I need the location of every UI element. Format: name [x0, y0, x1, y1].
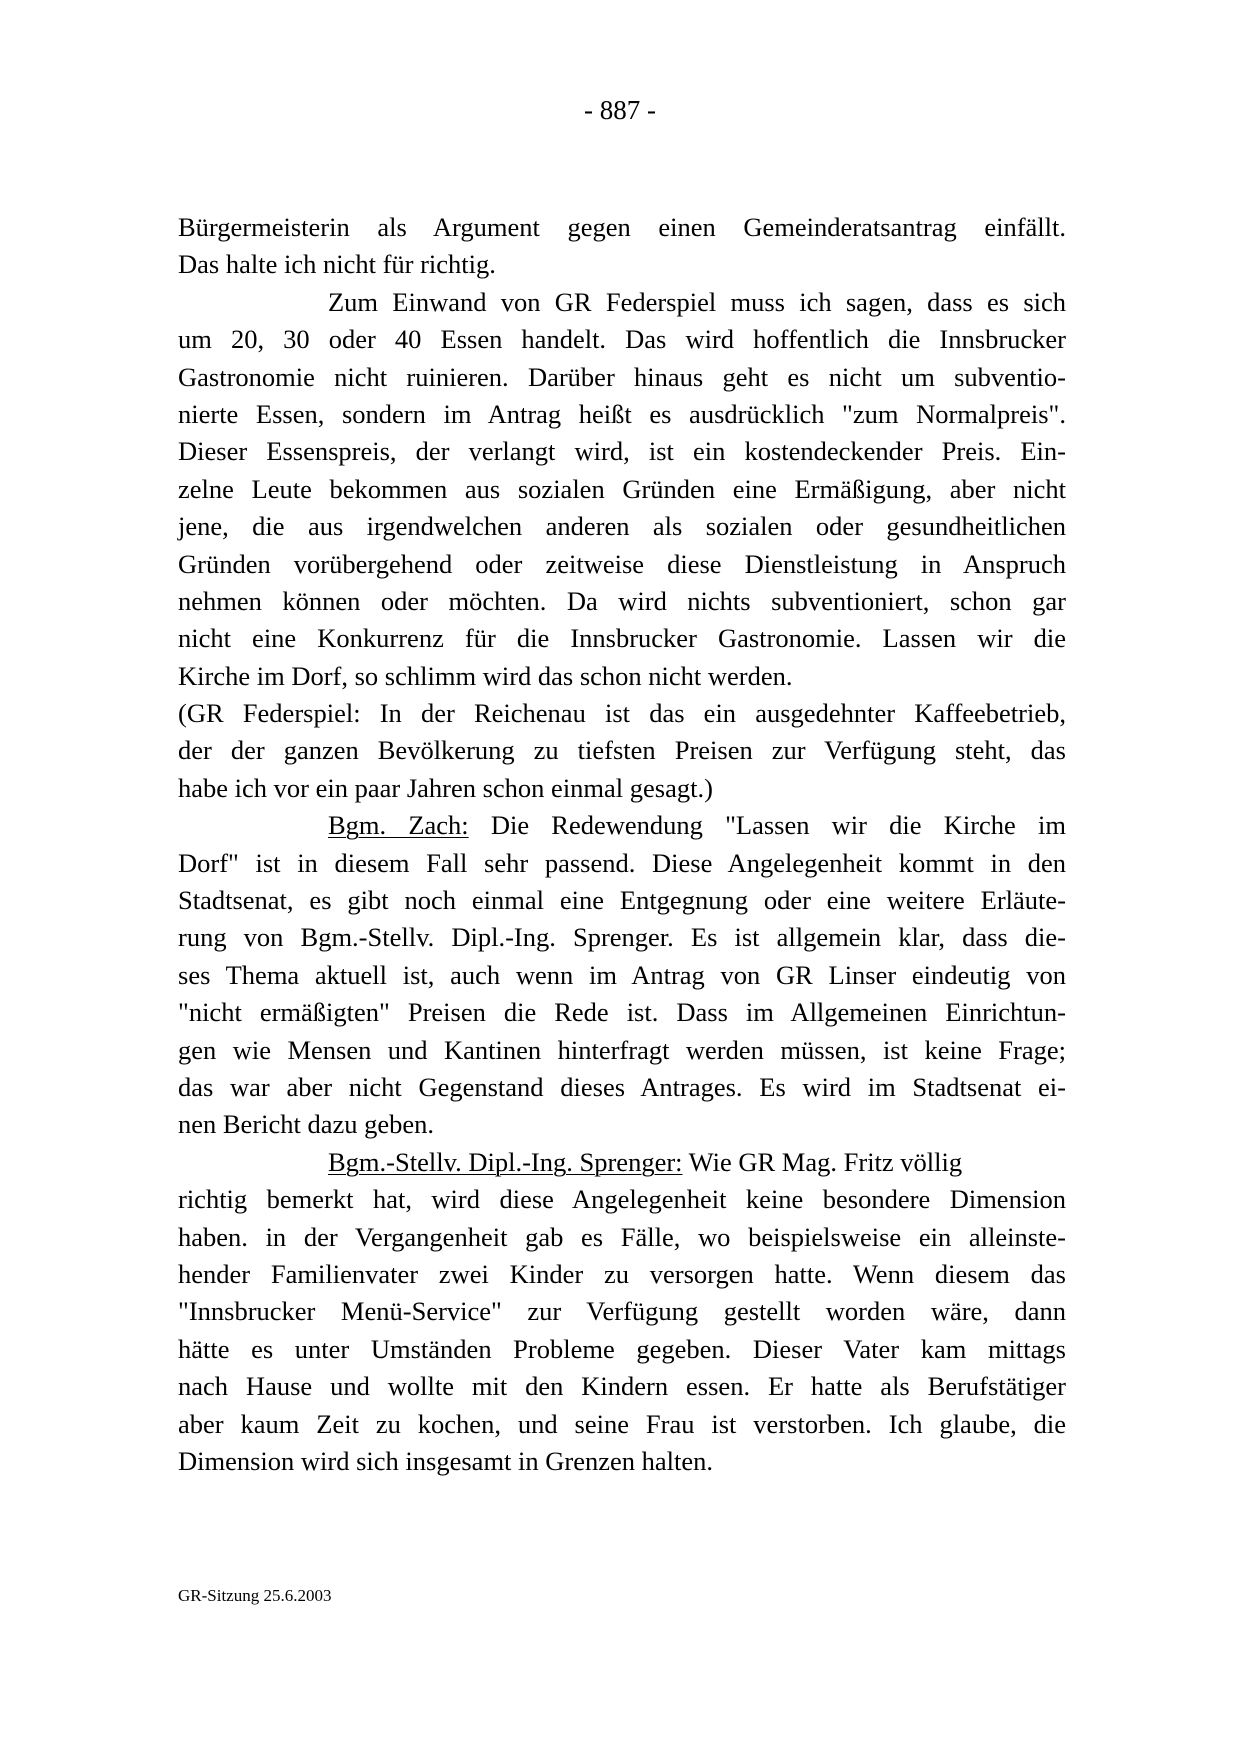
text-line: Dimension wird sich insgesamt in Grenzen halten. [178, 1445, 714, 1476]
text-line: Kirche im Dorf, so schlimm wird das schon nicht werden. [178, 660, 793, 691]
interjection-line: der der ganzen Bevölkerung zu tiefsten Preisen zur Verfügung steht, das [178, 735, 1066, 766]
text-line: nen Bericht dazu geben. [178, 1109, 435, 1140]
speaker-text: Wie GR Mag. Fritz völlig [682, 1146, 963, 1177]
text-line: das war aber nicht Gegenstand dieses Antrages. Es wird im Stadtsenat ei- [178, 1071, 1066, 1102]
text-line: haben. in der Vergangenheit gab es Fälle, wo beispielsweise ein alleinste- [178, 1221, 1066, 1252]
text-line: nicht eine Konkurrenz für die Innsbrucker Gastronomie. Lassen wir die [178, 623, 1066, 654]
text-line: nach Hause und wollte mit den Kindern essen. Er hatte als Berufstätiger [178, 1371, 1066, 1402]
text-line: Gastronomie nicht ruinieren. Darüber hinaus geht es nicht um subventio- [178, 361, 1066, 392]
paragraph-start-line: Zum Einwand von GR Federspiel muss ich sagen, dass es sich [328, 286, 1066, 317]
text-line: "Innsbrucker Menü-Service" zur Verfügung gestellt worden wäre, dann [178, 1296, 1066, 1327]
speaker-line [178, 807, 1066, 844]
text-line: Dieser Essenspreis, der verlangt wird, ist ein kostendeckender Preis. Ein- [178, 436, 1066, 467]
interjection-line: (GR Federspiel: In der Reichenau ist das ein ausgedehnter Kaffeebetrieb, [178, 698, 1066, 729]
text-line: gen wie Mensen und Kantinen hinterfragt werden müssen, ist keine Frage; [178, 1034, 1066, 1065]
speaker-name: Bgm.-Stellv. Dipl.-Ing. Sprenger: [328, 1146, 683, 1177]
text-line: rung von Bgm.-Stellv. Dipl.-Ing. Sprenger. Es ist allgemein klar, dass die- [178, 922, 1066, 953]
text-line: Dorf" ist in diesem Fall sehr passend. Diese Angelegenheit kommt in den [178, 847, 1066, 878]
footer-session-date: GR-Sitzung 25.6.2003 [178, 1586, 332, 1605]
text-line: nierte Essen, sondern im Antrag heißt es ausdrücklich "zum Normalpreis". [178, 398, 1066, 429]
text-line: hätte es unter Umständen Probleme gegeben. Dieser Vater kam mittags [178, 1333, 1066, 1364]
text-line: Das halte ich nicht für richtig. [178, 249, 496, 280]
text-line: nehmen können oder möchten. Da wird nichts subventioniert, schon gar [178, 585, 1066, 616]
text-line: "nicht ermäßigten" Preisen die Rede ist. Dass im Allgemeinen Einrichtun- [178, 997, 1066, 1028]
text-line: zelne Leute bekommen aus sozialen Gründen eine Ermäßigung, aber nicht [178, 473, 1066, 504]
text-line: aber kaum Zeit zu kochen, und seine Frau ist verstorben. Ich glaube, die [178, 1408, 1066, 1439]
text-line: Stadtsenat, es gibt noch einmal eine Entgegnung oder eine weitere Erläute- [178, 885, 1066, 916]
text-line: Gründen vorübergehend oder zeitweise diese Dienstleistung in Anspruch [178, 548, 1066, 579]
text-line: um 20, 30 oder 40 Essen handelt. Das wird hoffentlich die Innsbrucker [178, 324, 1066, 355]
body-text [178, 209, 1066, 1480]
speaker-text: Die Redewendung "Lassen wir die Kirche im [468, 810, 1066, 841]
text-line: hender Familienvater zwei Kinder zu versorgen hatte. Wenn diesem das [178, 1258, 1066, 1289]
text-line: richtig bemerkt hat, wird diese Angelegenheit keine besondere Dimension [178, 1184, 1066, 1215]
speaker-name: Bgm. Zach: [328, 810, 469, 841]
speaker-line [178, 1144, 1066, 1181]
text-line: jene, die aus irgendwelchen anderen als sozialen oder gesundheitlichen [178, 511, 1066, 542]
page-number: - 887 - [584, 95, 656, 125]
text-line: Bürgermeisterin als Argument gegen einen Gemeinderatsantrag einfällt. [178, 212, 1066, 242]
text-line: ses Thema aktuell ist, auch wenn im Antrag von GR Linser eindeutig von [178, 959, 1066, 990]
interjection-line: habe ich vor ein paar Jahren schon einmal gesagt.) [178, 772, 713, 803]
